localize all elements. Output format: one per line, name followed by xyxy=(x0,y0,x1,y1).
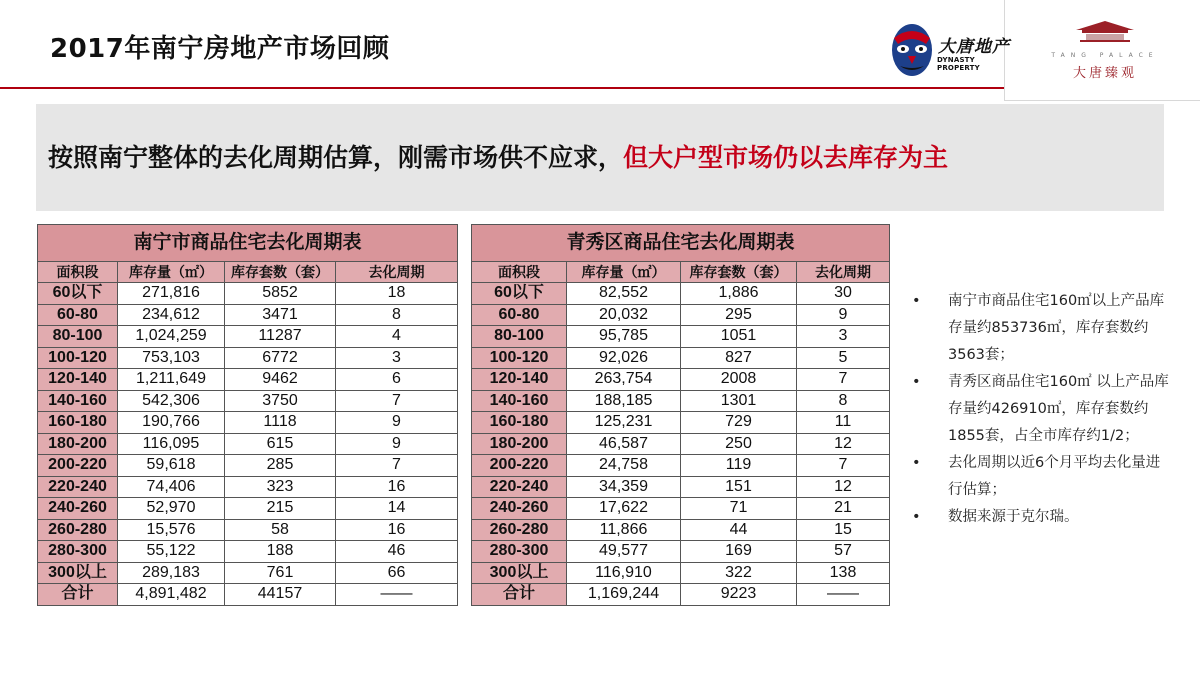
table-cell: 11 xyxy=(797,412,890,434)
table-row xyxy=(38,326,458,348)
note-item xyxy=(910,504,1170,531)
table-row xyxy=(38,541,458,563)
table-row xyxy=(472,283,890,305)
table-cell: 74,406 xyxy=(118,476,225,498)
area-segment-cell: 60以下 xyxy=(38,283,118,305)
table-row xyxy=(472,347,890,369)
tang-palace-logo xyxy=(1040,18,1170,81)
area-segment-cell: 合计 xyxy=(38,584,118,606)
table-cell: 4,891,482 xyxy=(118,584,225,606)
table-cell: —— xyxy=(797,584,890,606)
note-text: 青秀区商品住宅160㎡ 以上产品库存量约426910㎡，库存套数约1855套，占全市库存约1/2； xyxy=(948,374,1169,444)
table-cell: 615 xyxy=(225,433,336,455)
table-row xyxy=(472,304,890,326)
table-row xyxy=(472,541,890,563)
table-cell: 57 xyxy=(797,541,890,563)
table-cell: 116,095 xyxy=(118,433,225,455)
note-item xyxy=(910,369,1170,450)
table-cell: 5 xyxy=(797,347,890,369)
area-segment-cell: 240-260 xyxy=(472,498,567,520)
table-cell: 34,359 xyxy=(567,476,681,498)
table-title: 南宁市商品住宅去化周期表 xyxy=(38,225,458,262)
table-cell: 289,183 xyxy=(118,562,225,584)
table-title: 青秀区商品住宅去化周期表 xyxy=(472,225,890,262)
table-cell: 285 xyxy=(225,455,336,477)
table-row xyxy=(472,433,890,455)
table-row xyxy=(38,433,458,455)
table-cell: 44 xyxy=(681,519,797,541)
table-cell: 30 xyxy=(797,283,890,305)
table-cell: 1051 xyxy=(681,326,797,348)
tang-palace-chinese: 大唐臻观 xyxy=(1072,66,1137,81)
table-cell: 9 xyxy=(336,433,458,455)
area-segment-cell: 200-220 xyxy=(472,455,567,477)
table-cell: 9 xyxy=(336,412,458,434)
qingxiu-destocking-table xyxy=(471,224,890,606)
table-row xyxy=(38,390,458,412)
key-message xyxy=(48,138,948,174)
table-cell: 169 xyxy=(681,541,797,563)
area-segment-cell: 300以上 xyxy=(472,562,567,584)
key-message-banner xyxy=(36,104,1164,211)
area-segment-cell: 240-260 xyxy=(38,498,118,520)
table-cell: 3 xyxy=(336,347,458,369)
table-row xyxy=(472,412,890,434)
table-cell: 49,577 xyxy=(567,541,681,563)
table-row xyxy=(472,326,890,348)
table-cell: 138 xyxy=(797,562,890,584)
area-segment-cell: 300以上 xyxy=(38,562,118,584)
note-text: 南宁市商品住宅160㎡以上产品库存量约853736㎡，库存套数约3563套； xyxy=(948,293,1165,363)
table-cell: 151 xyxy=(681,476,797,498)
area-segment-cell: 260-280 xyxy=(38,519,118,541)
table-cell: 827 xyxy=(681,347,797,369)
table-cell: 263,754 xyxy=(567,369,681,391)
table-cell: 753,103 xyxy=(118,347,225,369)
table-cell: 271,816 xyxy=(118,283,225,305)
table-cell: 542,306 xyxy=(118,390,225,412)
dynasty-property-logo xyxy=(890,22,1010,78)
area-segment-cell: 60-80 xyxy=(472,304,567,326)
area-segment-cell: 60以下 xyxy=(472,283,567,305)
area-segment-cell: 280-300 xyxy=(472,541,567,563)
area-segment-cell: 260-280 xyxy=(472,519,567,541)
area-segment-cell: 100-120 xyxy=(38,347,118,369)
key-message-main: 按照南宁整体的去化周期估算，刚需市场供不应求， xyxy=(48,143,624,172)
table-cell: 14 xyxy=(336,498,458,520)
column-header: 面积段 xyxy=(38,262,118,283)
table-row xyxy=(38,584,458,606)
table-cell: 18 xyxy=(336,283,458,305)
area-segment-cell: 120-140 xyxy=(38,369,118,391)
area-segment-cell: 120-140 xyxy=(472,369,567,391)
table-cell: —— xyxy=(336,584,458,606)
table-cell: 3750 xyxy=(225,390,336,412)
table-cell: 16 xyxy=(336,476,458,498)
table-cell: 9223 xyxy=(681,584,797,606)
area-segment-cell: 160-180 xyxy=(38,412,118,434)
column-header: 面积段 xyxy=(472,262,567,283)
table-cell: 11287 xyxy=(225,326,336,348)
table-cell: 59,618 xyxy=(118,455,225,477)
table-row xyxy=(38,519,458,541)
table-cell: 1,211,649 xyxy=(118,369,225,391)
table-cell: 1,886 xyxy=(681,283,797,305)
table-cell: 16 xyxy=(336,519,458,541)
column-header: 库存量（㎡） xyxy=(567,262,681,283)
table-cell: 5852 xyxy=(225,283,336,305)
table-cell: 46 xyxy=(336,541,458,563)
column-header: 库存套数（套） xyxy=(225,262,336,283)
table-cell: 92,026 xyxy=(567,347,681,369)
table-cell: 66 xyxy=(336,562,458,584)
table-cell: 250 xyxy=(681,433,797,455)
table-cell: 58 xyxy=(225,519,336,541)
column-header: 去化周期 xyxy=(797,262,890,283)
table-cell: 7 xyxy=(336,390,458,412)
table-cell: 71 xyxy=(681,498,797,520)
table-cell: 8 xyxy=(797,390,890,412)
area-segment-cell: 180-200 xyxy=(38,433,118,455)
table-cell: 9 xyxy=(797,304,890,326)
table-cell: 44157 xyxy=(225,584,336,606)
note-text: 数据来源于克尔瑞。 xyxy=(948,509,1079,525)
table-cell: 119 xyxy=(681,455,797,477)
table-cell: 12 xyxy=(797,476,890,498)
area-segment-cell: 280-300 xyxy=(38,541,118,563)
table-cell: 7 xyxy=(797,369,890,391)
table-row xyxy=(472,519,890,541)
table-cell: 46,587 xyxy=(567,433,681,455)
table-cell: 20,032 xyxy=(567,304,681,326)
area-segment-cell: 80-100 xyxy=(38,326,118,348)
note-item xyxy=(910,450,1170,504)
table-cell: 15 xyxy=(797,519,890,541)
table-cell: 12 xyxy=(797,433,890,455)
table-row xyxy=(38,498,458,520)
table-row xyxy=(472,562,890,584)
table-row xyxy=(38,283,458,305)
table-row xyxy=(472,584,890,606)
table-cell: 9462 xyxy=(225,369,336,391)
table-row xyxy=(38,562,458,584)
area-segment-cell: 140-160 xyxy=(472,390,567,412)
area-segment-cell: 80-100 xyxy=(472,326,567,348)
table-cell: 323 xyxy=(225,476,336,498)
notes-list xyxy=(910,288,1170,531)
table-cell: 55,122 xyxy=(118,541,225,563)
table-cell: 21 xyxy=(797,498,890,520)
area-segment-cell: 180-200 xyxy=(472,433,567,455)
column-header: 库存量（㎡） xyxy=(118,262,225,283)
key-message-accent: 但大户型市场仍以去库存为主 xyxy=(623,143,949,172)
table-cell: 761 xyxy=(225,562,336,584)
area-segment-cell: 160-180 xyxy=(472,412,567,434)
table-row xyxy=(38,347,458,369)
tang-palace-english: TANG PALACE xyxy=(1051,52,1159,59)
table-cell: 234,612 xyxy=(118,304,225,326)
table-cell: 2008 xyxy=(681,369,797,391)
table-cell: 6772 xyxy=(225,347,336,369)
table-cell: 7 xyxy=(797,455,890,477)
area-segment-cell: 合计 xyxy=(472,584,567,606)
bullet-icon: • xyxy=(912,374,921,390)
nanning-destocking-table xyxy=(37,224,458,606)
table-cell: 3 xyxy=(797,326,890,348)
table-cell: 125,231 xyxy=(567,412,681,434)
column-header: 库存套数（套） xyxy=(681,262,797,283)
table-cell: 190,766 xyxy=(118,412,225,434)
table-cell: 82,552 xyxy=(567,283,681,305)
table-row xyxy=(472,369,890,391)
table-cell: 3471 xyxy=(225,304,336,326)
column-header: 去化周期 xyxy=(336,262,458,283)
table-row xyxy=(38,476,458,498)
bullet-icon: • xyxy=(912,509,921,525)
table-cell: 15,576 xyxy=(118,519,225,541)
opera-mask-icon xyxy=(890,22,934,78)
table-cell: 1301 xyxy=(681,390,797,412)
table-row xyxy=(472,390,890,412)
dynasty-brand-name: 大唐地产 xyxy=(938,37,1010,57)
table-cell: 52,970 xyxy=(118,498,225,520)
note-text: 去化周期以近6个月平均去化量进行估算； xyxy=(948,455,1161,498)
table-cell: 729 xyxy=(681,412,797,434)
page-title: 2017年南宁房地产市场回顾 xyxy=(50,34,390,64)
area-segment-cell: 220-240 xyxy=(38,476,118,498)
table-cell: 116,910 xyxy=(567,562,681,584)
table-cell: 322 xyxy=(681,562,797,584)
table-cell: 1,024,259 xyxy=(118,326,225,348)
table-cell: 4 xyxy=(336,326,458,348)
area-segment-cell: 200-220 xyxy=(38,455,118,477)
table-row xyxy=(472,498,890,520)
table-cell: 1,169,244 xyxy=(567,584,681,606)
table-cell: 24,758 xyxy=(567,455,681,477)
table-cell: 11,866 xyxy=(567,519,681,541)
table-cell: 188 xyxy=(225,541,336,563)
table-cell: 215 xyxy=(225,498,336,520)
note-item xyxy=(910,288,1170,369)
table-cell: 6 xyxy=(336,369,458,391)
table-row xyxy=(38,304,458,326)
table-row xyxy=(38,369,458,391)
table-cell: 188,185 xyxy=(567,390,681,412)
table-cell: 95,785 xyxy=(567,326,681,348)
dynasty-brand-subtitle: DYNASTY PROPERTY xyxy=(937,56,980,72)
table-row xyxy=(472,455,890,477)
palace-roof-icon xyxy=(1040,18,1170,48)
table-row xyxy=(38,455,458,477)
table-row xyxy=(472,476,890,498)
table-cell: 295 xyxy=(681,304,797,326)
table-cell: 8 xyxy=(336,304,458,326)
area-segment-cell: 60-80 xyxy=(38,304,118,326)
area-segment-cell: 100-120 xyxy=(472,347,567,369)
bullet-icon: • xyxy=(912,455,921,471)
table-cell: 17,622 xyxy=(567,498,681,520)
table-row xyxy=(38,412,458,434)
area-segment-cell: 220-240 xyxy=(472,476,567,498)
area-segment-cell: 140-160 xyxy=(38,390,118,412)
table-cell: 1118 xyxy=(225,412,336,434)
table-cell: 7 xyxy=(336,455,458,477)
bullet-icon: • xyxy=(912,293,921,309)
